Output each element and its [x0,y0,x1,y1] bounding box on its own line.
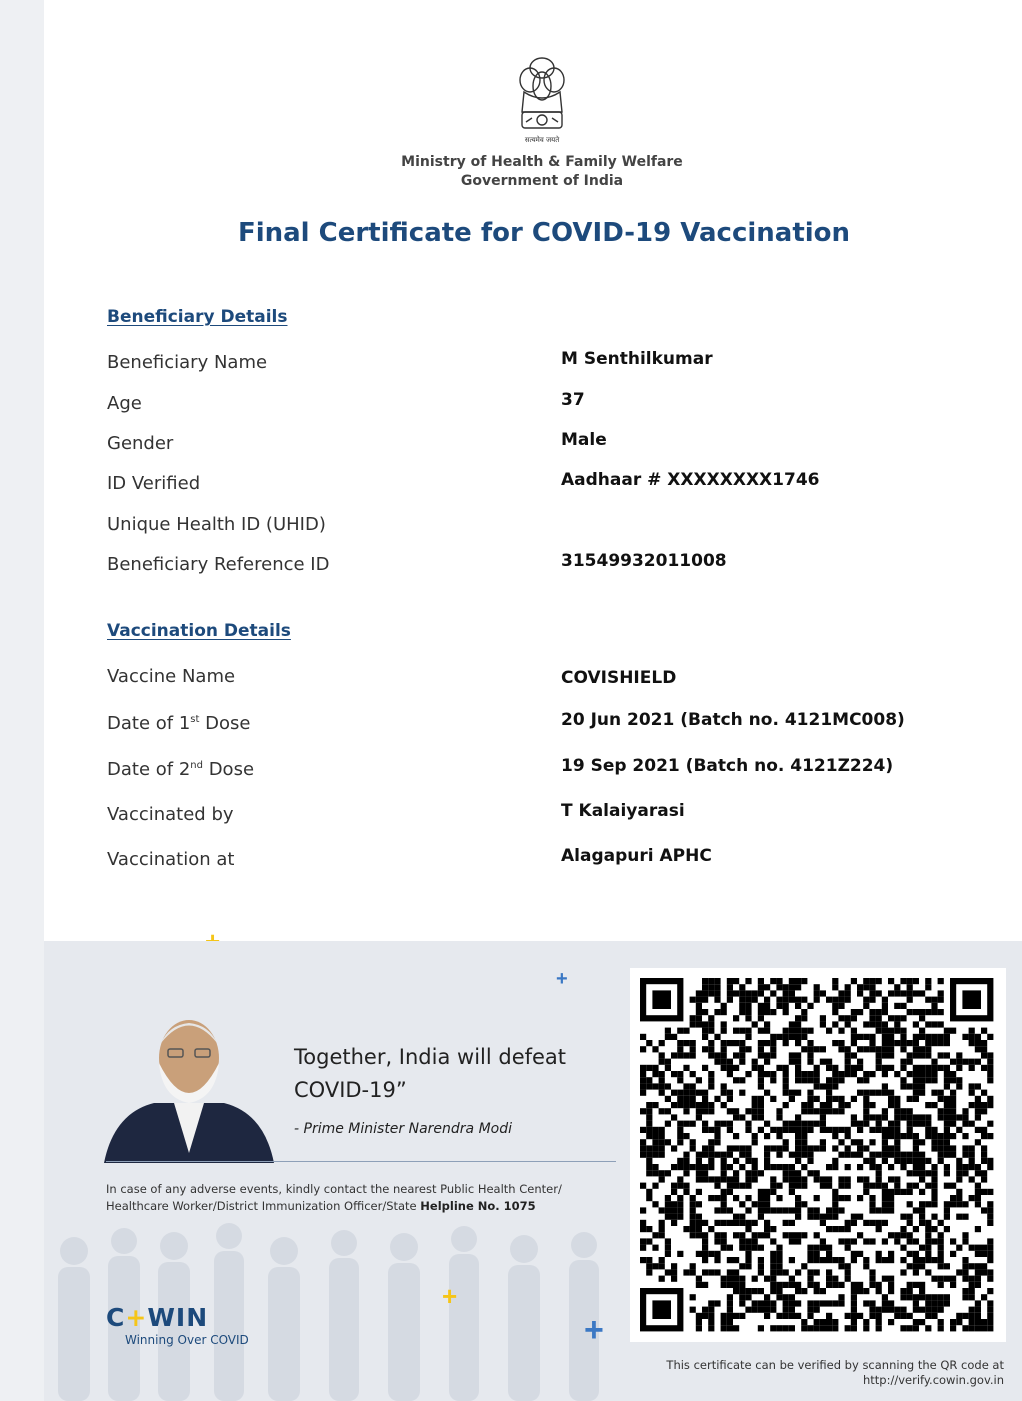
field-label: Vaccination at [107,849,235,870]
beneficiary-heading: Beneficiary Details [107,307,288,327]
helpline-number: Helpline No. 1075 [420,1199,536,1213]
field-label: Gender [107,433,174,454]
plus-decoration-icon: + [584,1311,604,1349]
vaccination-heading: Vaccination Details [107,621,291,641]
verify-url: http://verify.cowin.gov.in [863,1373,1004,1387]
age-row [107,390,987,423]
emblem-motto: सत्यमेव जयते [524,136,560,144]
field-label: Beneficiary Reference ID [107,554,330,575]
field-label: Vaccinated by [107,804,234,825]
field-value: Aadhaar # XXXXXXXX1746 [561,470,820,490]
field-value: 19 Sep 2021 (Batch no. 4121Z224) [561,756,894,776]
field-value: Male [561,430,607,450]
dose2-row [107,756,987,789]
plus-decoration-icon: + [442,1281,458,1311]
page-title: Final Certificate for COVID-19 Vaccination [237,218,851,248]
cowin-tagline: Winning Over COVID [125,1333,249,1347]
field-label: Age [107,393,142,414]
verification-note: This certificate can be verified by scanning the QR code at http://verify.cowin.gov.in [666,1358,1004,1387]
government-name: Government of India [460,173,624,189]
vaccinated-at-row [107,846,987,879]
national-emblem-icon [510,52,574,148]
field-value: 37 [561,390,585,410]
uhid-row [107,514,987,544]
field-label: Unique Health ID (UHID) [107,514,326,535]
gender-row [107,430,987,463]
dose1-row [107,710,987,743]
reference-id-row [107,551,987,584]
prime-minister-photo [104,1003,274,1163]
field-value: M Senthilkumar [561,349,713,369]
field-value: 31549932011008 [561,551,727,571]
cowin-logo: C+WIN [106,1303,209,1332]
pm-quote: Together, India will defeat COVID-19” [294,1045,567,1102]
id-verified-row [107,470,987,503]
field-label: Date of 2nd Dose [107,759,255,780]
adverse-events-advisory: In case of any adverse events, kindly contact the nearest Public Health Center/ Healthcare Worker/District Immunization Officer/State Helpline No. 1075 [106,1182,562,1213]
ministry-name: Ministry of Health & Family Welfare [401,154,683,170]
plus-decoration-icon: + [556,968,568,990]
field-label: ID Verified [107,473,201,494]
verification-qr-code [630,968,1006,1342]
beneficiary-name-row [107,349,987,382]
field-value: 20 Jun 2021 (Batch no. 4121MC008) [561,710,905,730]
certificate-footer [44,941,1022,1401]
vaccine-name-row [107,666,987,696]
field-value: Alagapuri APHC [561,846,712,866]
field-value: T Kalaiyarasi [561,801,685,821]
field-label: Date of 1st Dose [107,713,251,734]
field-value: COVISHIELD [561,668,677,688]
footer-divider [106,1161,616,1162]
left-margin-strip [0,0,44,1401]
vaccinated-by-row [107,801,987,834]
field-label: Vaccine Name [107,666,236,687]
field-label: Beneficiary Name [107,352,268,373]
quote-author: - Prime Minister Narendra Modi [294,1121,513,1137]
